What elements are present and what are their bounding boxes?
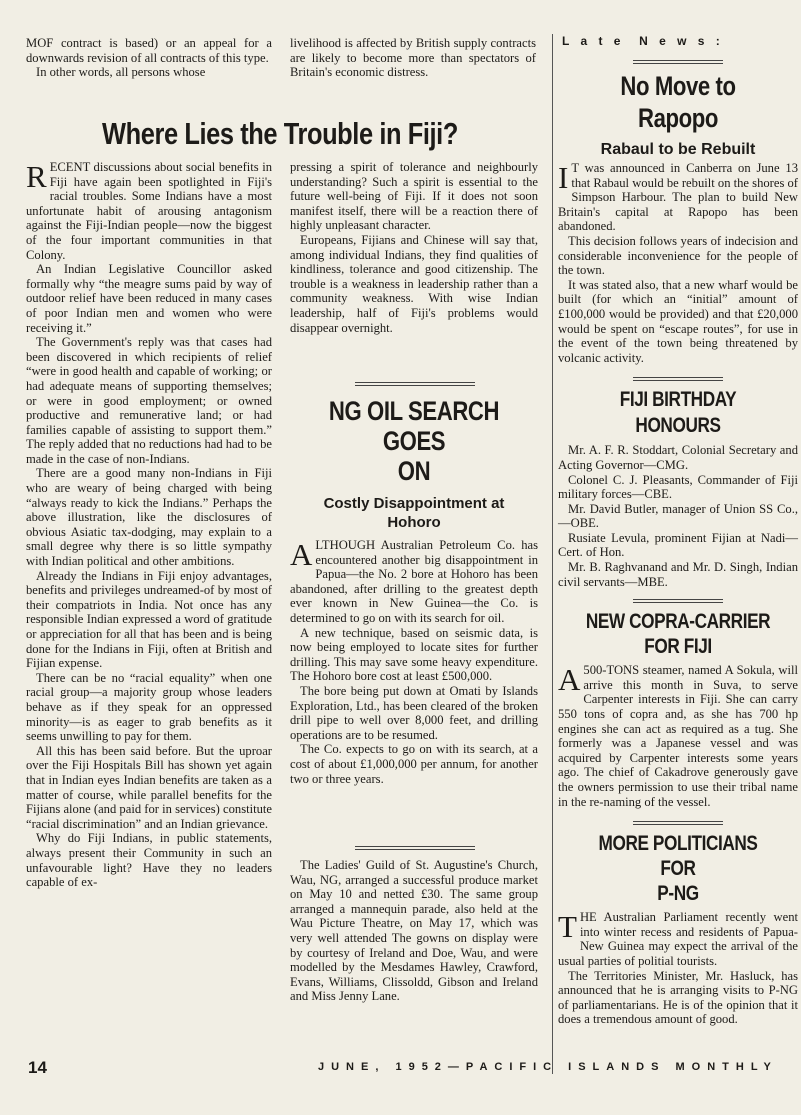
- lead-paragraph: ALTHOUGH Australian Petroleum Co. has encountered another big disappointment in Papua—the No. 2 bore at Hohoro has been abandoned, after drilling to the greatest depth ever known in New Guinea—the Co. is determined to go on with its search for oil.: [290, 537, 538, 625]
- copra-headline-line-1: NEW COPRA-CARRIER: [585, 610, 771, 634]
- section-divider: [633, 821, 723, 825]
- lead-paragraph: RECENT discussions about social benefits in Fiji have again been spotlighted in Fiji's racial troubles. Some Indians have a most unfortunate habit of arousing antagonism against the Fiji-Indian people—now the biggest of the four important communities in that Colony.: [26, 159, 272, 262]
- drop-cap: R: [26, 159, 47, 194]
- paragraph: Mr. David Butler, manager of Union SS Co.,—OBE.: [558, 501, 798, 531]
- paragraph: Europeans, Fijians and Chinese will say that, among individual Indians, they find qualities of kindliness, tolerance and good citizenship. The trouble is a weakness in leadership rather than a community weakness. With wise Indian leadership, half of Fiji's problems would disappear overnight.: [290, 232, 538, 335]
- column-rule: [552, 34, 553, 1074]
- section-divider: [633, 60, 723, 64]
- drop-cap: T: [558, 909, 577, 945]
- ng-oil-headline-line-2: ON: [397, 456, 431, 486]
- section-divider: [633, 599, 723, 603]
- lead-paragraph: I T was announced in Canberra on June 13 that Rabaul would be rebuilt on the shores of Simpson Harbour. The plan to build New Britain's capital at Rapopo has been abandoned.: [558, 160, 798, 234]
- late-news-headline: No Move to Rapopo: [620, 71, 736, 133]
- drop-cap: A: [558, 662, 581, 698]
- ng-oil-headline-line-1: NG OIL SEARCH GOES: [328, 396, 500, 456]
- section-divider: [355, 846, 475, 850]
- honours-headline: FIJI BIRTHDAY HONOURS: [619, 388, 737, 438]
- top-column-1: [26, 36, 272, 80]
- paragraph: There are a good many non-Indians in Fiji who are weary of being charged with being “always ready to kick the Indians.” Perhaps the above illustration, like the disclosures of obvious Asiatic tax-dodging, may explain to a small degree why there is so little sympathy with Indian political and other ambitions.: [26, 466, 272, 569]
- paragraph: The Territories Minister, Mr. Hasluck, has announced that he is arranging visits to P-NG of parliamentarians. He is of the opinion that it does a tremendous amount of good.: [558, 968, 798, 1027]
- late-news-label: L a t e N e w s :: [562, 34, 724, 48]
- page-number: 14: [28, 1058, 47, 1077]
- paragraph: The Ladies' Guild of St. Augustine's Church, Wau, NG, arranged a successful produce market on May 10 and netted £30. The same group arranged a mannequin parade, also held at the Wau Picture Theatre, on May 17, which was very well attended The gowns on display were by courtesy of Ireland and Doe, Wau, and were modelled by the Mesdames Hawley, Crawford, Evans, Williams, Clissoldd, Gibson and Ireland and Miss Jenny Lane.: [290, 858, 538, 1004]
- lead-paragraph: A 500-TONS steamer, named A Sokula, will arrive this month in Suva, to serve Carpenter interests in Fiji. She can carry 550 tons of copra and, as she has 700 hp engines she can act as required as a tug. She formerly was a Japanese vessel and was acquired by Carpenter interests some years ago. The chief of Cakadrove generously gave the owners permission to use their tribal name in the re-naming of the vessel.: [558, 662, 798, 809]
- late-news-subhead: Rabaul to be Rebuilt: [600, 141, 756, 158]
- section-divider: [633, 377, 723, 381]
- ng-oil-subhead: Costly Disappointment at Hohoro: [323, 495, 505, 531]
- paragraph: Why do Fiji Indians, in public statements, always present their Community in such an unfavourable light? Have they no leaders capable of ex-: [26, 831, 272, 890]
- paragraph: The bore being put down at Omati by Islands Exploration, Ltd., has been cleared of the broken drill pipe to well over 8,000 feet, and drilling operations are to be resumed.: [290, 683, 538, 742]
- running-title: JUNE, 1952—PACIFIC ISLANDS MONTHLY: [318, 1061, 778, 1073]
- paragraph: Colonel C. J. Pleasants, Commander of Fiji military forces—CBE.: [558, 472, 798, 502]
- paragraph: This decision follows years of indecision and considerable inconvenience for the people of the town.: [558, 233, 798, 278]
- fiji-headline: Where Lies the Trouble in Fiji?: [102, 116, 458, 151]
- ladies-guild-article: [290, 858, 538, 1004]
- top-column-2: [290, 36, 536, 80]
- paragraph: MOF contract is based) or an appeal for a downwards revision of all contracts of this type.: [26, 36, 272, 65]
- politicians-headline-line-1: MORE POLITICIANS FOR: [598, 832, 758, 881]
- paragraph: It was stated also, that a new wharf would be built (for which an “initial” amount of £100,000 would be provided) and that £20,000 would be spent on “escape routes”, for use in the event of the town being threatened by volcanic activity.: [558, 277, 798, 365]
- paragraph: There can be no “racial equality” when one racial group—a majority group whose leaders behave as if they speak for an oppressed minority—is as eager to grab benefits as it seems unwilling to pay for them.: [26, 670, 272, 744]
- late-news-column: [558, 34, 798, 1027]
- fiji-column-1: [26, 160, 272, 890]
- lead-paragraph: THE Australian Parliament recently went into winter recess and residents of Papua-New Guinea may expect the arrival of the usual parties of politial tourists.: [558, 909, 798, 968]
- paragraph: All this has been said before. But the uproar over the Fiji Hospitals Bill has shown yet again that in Indian eyes Indian benefits are taken as a matter of course, while parallel benefits for the Fijians alone (and paid for in services) constitute “racial discrimination” and an Indian grievance.: [26, 743, 272, 831]
- drop-cap: I: [558, 160, 569, 195]
- paragraph: Mr. A. F. R. Stoddart, Colonial Secretary and Acting Governor—CMG.: [558, 443, 798, 472]
- paragraph: The Government's reply was that cases had been discovered in which recipients of relief “were in good health and capable of working; or had adequate means of supporting themselves; or were in good employment; or owned productive and remunerative land; or had families capable of assisting to support them.” The reply added that no reductions had had to be made in the case of non-Indians.: [26, 335, 272, 466]
- copra-headline-line-2: FOR FIJI: [644, 635, 712, 659]
- paragraph: livelihood is affected by British supply contracts are likely to become more than spectators of Britain's economic distress.: [290, 36, 536, 80]
- paragraph: Rusiate Levula, prominent Fijian at Nadi—Cert. of Hon.: [558, 530, 798, 560]
- paragraph: Mr. B. Raghvanand and Mr. D. Singh, Indian civil servants—MBE.: [558, 560, 798, 589]
- paragraph: In other words, all persons whose: [36, 65, 206, 80]
- politicians-headline-line-2: P-NG: [657, 882, 699, 906]
- paragraph: pressing a spirit of tolerance and neighbourly understanding? Such a spirit is essential to the future well-being of Fiji. If it does not soon manifest itself, there will be a reaction there of highly unpleasant character.: [290, 160, 538, 233]
- paragraph: A new technique, based on seismic data, is now being employed to locate sites for further drilling. This may save some heavy expenditure. The Hohoro bore cost at least £500,000.: [290, 625, 538, 684]
- drop-cap: A: [290, 537, 313, 572]
- section-divider: [355, 382, 475, 386]
- fiji-column-2: [290, 160, 538, 335]
- paragraph: The Co. expects to go on with its search, at a cost of about £1,000,000 per annum, for another two or three years.: [290, 742, 538, 786]
- paragraph: An Indian Legislative Councillor asked formally why “the meagre sums paid by way of outdoor relief have been reduced in many cases of poor Indian men and women who were receiving it.”: [26, 262, 272, 335]
- paragraph: Already the Indians in Fiji enjoy advantages, benefits and privileges undreamed-of by most of their compatriots in India. Not once has any responsible Indian expressed a word of gratitude or appreciation for all that has been and is being done for the Indians in Fiji, often at British and Fijian expense.: [26, 568, 272, 671]
- ng-oil-article: [290, 396, 538, 786]
